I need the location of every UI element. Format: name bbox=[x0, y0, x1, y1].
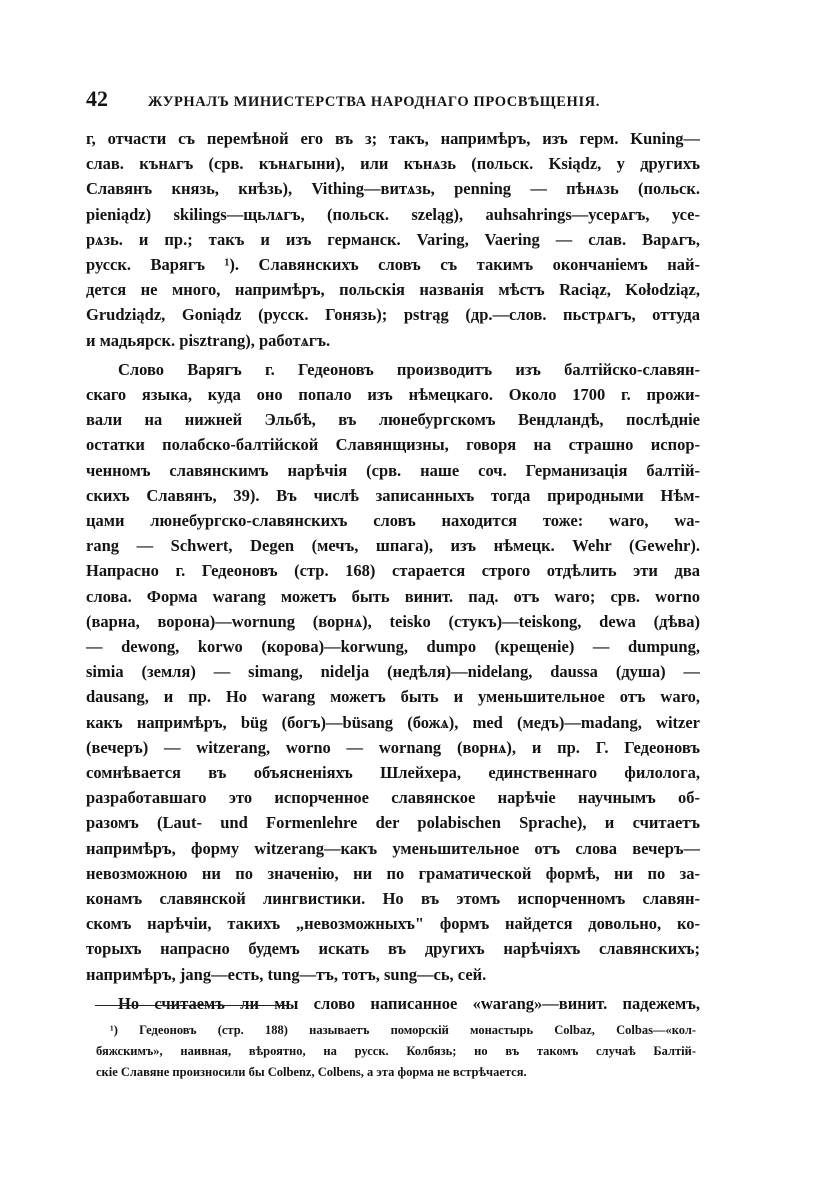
body-line: рѧзь. и пр.; такъ и изъ германск. Varing, Vaering — слав. Варѧгъ, bbox=[86, 230, 700, 249]
body-line: Но считаемъ ли мы слово написанное «warang»—винит. падежемъ, bbox=[118, 994, 700, 1013]
body-line: разомъ (Laut- und Formenlehre der polabischen Sprache), и считаетъ bbox=[86, 813, 700, 832]
body-line: разработавшаго это испорченное славянское нарѣчіе научнымъ об- bbox=[86, 788, 700, 807]
body-line: скихъ Славянъ, 39). Въ числѣ записанныхъ тогда природными Нѣм- bbox=[86, 486, 700, 505]
body-line: ченномъ славянскимъ нарѣчія (срв. наше соч. Германизація балтій- bbox=[86, 461, 700, 480]
body-line: (варна, ворона)—wornung (ворнѧ), teisko (стукъ)—teiskong, dewa (дѣва) bbox=[86, 612, 700, 631]
body-line: simia (земля) — simang, nidelja (недѣля)—nidelang, daussa (душа) — bbox=[86, 662, 700, 681]
footnote-line: ¹) Гедеоновъ (стр. 188) называетъ поморскій монастырь Colbaz, Colbas—«кол- bbox=[110, 1023, 696, 1037]
body-line: dausang, и пр. Но warang можетъ быть и уменьшительное отъ waro, bbox=[86, 687, 700, 706]
page-header bbox=[86, 86, 710, 112]
body-line: цами люнебургско-славянскихъ словъ находится тоже: waro, wa- bbox=[86, 511, 700, 530]
body-line: русск. Варягъ ¹). Славянскихъ словъ съ такимъ окончаніемъ най- bbox=[86, 255, 700, 274]
running-head: ЖУРНАЛЪ МИНИСТЕРСТВА НАРОДНАГО ПРОСВѢЩЕНІЯ. bbox=[148, 94, 600, 110]
body-line: и мадьярск. pisztrang), работѧгъ. bbox=[86, 331, 331, 350]
footnote-rule bbox=[95, 1005, 287, 1006]
body-line: напримѣръ, форму witzerang—какъ уменьшительное отъ слова вечеръ— bbox=[86, 839, 700, 858]
body-line: какъ напримѣръ, büg (богъ)—büsang (божѧ), med (медъ)—madang, witzer bbox=[86, 713, 700, 732]
body-line: конамъ славянской лингвистики. Но въ этомъ испорченномъ славян- bbox=[86, 889, 700, 908]
body-line: невозможною ни по значенію, ни по граматической формѣ, ни по за- bbox=[86, 864, 700, 883]
body-line: торыхъ напрасно будемъ искать въ другихъ нарѣчіяхъ славянскихъ; bbox=[86, 939, 700, 958]
body-line: дется не много, напримѣръ, польскія названія мѣстъ Raciąz, Kołodziąz, bbox=[86, 280, 700, 299]
body-line: скомъ нарѣчіи, такихъ „невозможныхъ" формъ найдется довольно, ко- bbox=[86, 914, 700, 933]
body-line: слова. Форма warang можетъ быть винит. пад. отъ waro; срв. worno bbox=[86, 587, 700, 606]
body-line: Славянъ князь, кнѣзь), Vithing—витѧзь, penning — пѣнѧзь (польск. bbox=[86, 179, 700, 198]
body-line: (вечеръ) — witzerang, worno — wornang (ворнѧ), и пр. Г. Гедеоновъ bbox=[86, 738, 700, 757]
body-line: pieniądz) skilings—щьлѧгъ, (польск. szeląg), auhsahrings—усерѧгъ, усе- bbox=[86, 205, 700, 224]
body-line: Напрасно г. Гедеоновъ (стр. 168) старается строго отдѣлить эти два bbox=[86, 561, 700, 580]
body-line: напримѣръ, jang—есть, tung—тъ, тотъ, sung—сь, сей. bbox=[86, 965, 487, 984]
body-line: rang — Schwert, Degen (мечъ, шпага), изъ нѣмецк. Wehr (Gewehr). bbox=[86, 536, 700, 555]
page-number: 42 bbox=[86, 86, 108, 111]
body-line: Grudziądz, Goniądz (русск. Гонязь); pstrąg (др.—слов. пьстрѧгъ, оттуда bbox=[86, 305, 700, 324]
body-line: слав. кънѧгъ (срв. кънѧгыни), или кънѧзь (польск. Ksiądz, у другихъ bbox=[86, 154, 700, 173]
body-line: скаго языка, куда оно попало изъ нѣмецкаго. Около 1700 г. прожи- bbox=[86, 385, 700, 404]
body-line: Слово Варягъ г. Гедеоновъ производитъ изъ балтійско-славян- bbox=[118, 360, 700, 379]
footnote-line: бяжскимъ», наивная, вѣроятно, на русск. Колбязь; но въ такомъ случаѣ Балтій- bbox=[96, 1044, 696, 1058]
body-line: г, отчасти съ перемѣной его въ з; такъ, напримѣръ, изъ герм. Kuning— bbox=[86, 129, 700, 148]
body-line: — dewong, korwo (корова)—korwung, dumpo (крещеніе) — dumpung, bbox=[86, 637, 700, 656]
body-line: сомнѣвается въ объясненіяхъ Шлейхера, единственнаго филолога, bbox=[86, 763, 700, 782]
footnote-line: скіе Славяне произносили бы Colbenz, Colbens, а эта форма не встрѣчается. bbox=[96, 1065, 527, 1079]
body-line: остатки полабско-балтійской Славянщизны, говоря на страшно испор- bbox=[86, 435, 700, 454]
body-line: вали на нижней Эльбѣ, въ люнебургскомъ Вендландѣ, послѣдніе bbox=[86, 410, 700, 429]
